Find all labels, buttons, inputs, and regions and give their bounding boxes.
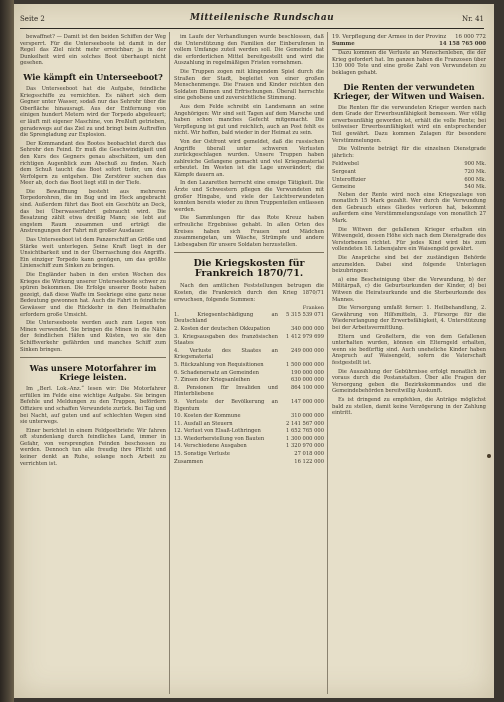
article-text: Es ist dringend zu empfehlen, die Anträge möglichst bald zu stellen, damit keine Verzögerung in der Zahlung eintritt. — [332, 396, 486, 417]
book-spine — [0, 0, 14, 702]
table-row — [174, 334, 324, 347]
row-value: 310 000 000 — [290, 413, 324, 420]
row-label: 11. Ausfall an Steuern — [174, 420, 233, 427]
article-heading: Wie kämpft ein Unterseeboot? — [23, 71, 163, 82]
column-rule — [327, 32, 328, 694]
table-row — [174, 436, 324, 443]
row-label: 5. Rückzahlung von Requisitionen — [174, 361, 264, 368]
cost-total-row: Summe 14 158 765 000 — [332, 41, 486, 51]
article-text: In den Lazaretten herrscht eine emsige Tätigkeit. Die Ärzte und Schwestern pflegen die Verwundeten mit großer Hingabe, und viele der Leichtverwundeten konnten bereits wieder zu ihren Truppenteilen entlassen werden. — [174, 180, 324, 213]
row-value: 630 000 000 — [290, 377, 324, 384]
row-label: 4. Verluste des Staates an Kriegsmaterial — [174, 347, 278, 361]
article-heading: Die Kriegskosten für Frankreich 1870/71. — [193, 258, 305, 280]
row-value: 16 122 000 — [294, 458, 324, 465]
row-value: 1 500 000 000 — [286, 361, 324, 368]
page-header — [20, 12, 484, 29]
row-value: 1 300 000 000 — [286, 435, 324, 442]
column-rule — [169, 32, 170, 694]
row-label: Gemeine — [332, 184, 356, 191]
row-label: Zusammen — [174, 458, 203, 465]
table-row — [174, 385, 324, 398]
article-text: Von der Ostfront wird gemeldet, daß die russischen Angriffe überall unter schweren Verlusten zurückgeschlagen wurden. Unsere Truppen haben zahlreiche Gefangene gemacht und viel Kriegsmaterial erbeutet. Im Westen ist die Lage unverändert; die Kämpfe dauern an. — [174, 138, 324, 178]
article-text: Die Engländer haben in den ersten Wochen des Krieges die Wirkung unserer Unterseeboote schwer zu spüren bekommen. Die Erfolge unserer Boote haben gezeigt, daß diese Waffe im Seekriege eine ganz neue Bedeutung gewonnen hat. Auch die Fahrt in feindliche Gewässer und die Rückkehr in den Heimathafen erfordern große Umsicht. — [20, 272, 166, 318]
article-text: a) eine Bescheinigung über die Verwundung, b) der Militärpaß, c) die Geburtsurkunden der Kinder, d) bei Witwen die Heiratsurkunde und die Sterbeurkunde des Mannes. — [332, 276, 486, 303]
column-middle — [174, 34, 324, 694]
article-text: Die Unterseeboote werden auch zum Legen von Minen verwendet. Sie bringen die Minen in die Nähe der feindlichen Häfen und Küsten, wo sie den Schiffsverkehr gefährden und manches Schiff zum Sinken bringen. — [20, 320, 166, 353]
table-row — [174, 362, 324, 369]
row-value: 340 000 000 — [290, 325, 324, 332]
article-text: Die Auszahlung der Gebührnisse erfolgt monatlich im voraus durch die Postanstalten. Über alle Fragen der Versorgung geben die Bezirkskommandos und die Gemeindebehörden bereitwillig Auskunft. — [332, 368, 486, 395]
article-heading: Die Renten der verwundeten Krieger, der Witwen und Waisen. — [333, 81, 485, 101]
article-text: Das Unterseeboot ist dem Panzerschiff an Größe und Stärke weit unterlegen. Seine Kraft liegt in der Unsichtbarkeit und in der Überraschung des Angriffs. Ein einziger Torpedo kann genügen, um das größte Linienschiff zum Sinken zu bringen. — [20, 237, 166, 270]
row-value: 27 018 000 — [294, 451, 324, 458]
table-row — [174, 443, 324, 450]
article-text: Aus dem Felde schreibt ein Landsmann an seine Angehörigen: Wir sind seit Tagen auf dem Marsche und haben schon manches Gefecht mitgemacht. Die Verpflegung ist gut und reichlich, auch an Post fehlt es nicht. Wir hoffen, bald wieder in der Heimat zu sein. — [174, 103, 324, 137]
article-text: Die Sammlungen für das Rote Kreuz haben erfreuliche Ergebnisse gehabt. In allen Orten des Kreises haben sich Frauen und Mädchen zusammengetan, um Wäsche, Strümpfe und andere Liebesgaben für unsere Soldaten herzustellen. — [174, 215, 324, 248]
row-value: 1 652 765 000 — [286, 428, 324, 435]
table-row — [174, 451, 324, 458]
table-row — [174, 326, 324, 333]
article-text: Die Bewaffnung besteht aus mehreren Torpedorohren, die im Bug und im Heck angebracht sind. Außerdem führt das Boot ein Geschütz an Deck, das bei Überwasserfahrt gebraucht wird. Die Besatzung zählt etwa dreißig Mann; sie lebt auf engstem Raum zusammen und erträgt die Anstrengungen der Fahrt mit großer Ausdauer. — [20, 188, 166, 235]
article-text: Der Kommandant des Bootes beobachtet durch das Sehrohr den Feind. Er muß die Geschwindigkeit und den Kurs des Gegners genau abschätzen, um den richtigen Augenblick zum Abschuß zu finden. Nach dem Schuß taucht das Boot sofort tiefer, um den Verfolgern zu entgehen. Die Zerstörer suchen das Meer ab, doch das Boot liegt still in der Tiefe. — [20, 140, 166, 187]
article-text: Das Unterseeboot hat die Aufgabe, feindliche Kriegsschiffe zu vernichten. Es nähert sich dem Gegner unter Wasser, sodaß nur das Sehrohr über die Oberfläche hinausragt. Aus der Entfernung von einigen hundert Metern wird der Torpedo abgefeuert; er läuft mit eigener Maschine, von Preßluft getrieben, geradewegs auf das Ziel zu und bringt beim Auftreffen die Sprengladung zur Explosion. — [20, 85, 166, 139]
table-row — [332, 161, 486, 168]
page-number: Seite 2 — [20, 15, 45, 23]
column-right — [332, 34, 486, 694]
row-label: Sergeant — [332, 168, 357, 175]
table-row — [332, 169, 486, 176]
article-heading: Was unsere Motorfahrer im Kriege leisten. — [29, 363, 157, 383]
article-text: Im „Berl. Lok.-Anz.“ lesen wir: Die Motorfahrer erfüllen im Felde eine wichtige Aufgabe. Sie bringen Befehle und Meldungen zu den Truppen, befördern Offiziere und schaffen Verwundete zurück. Bei Tag und bei Nacht, auf guten und auf schlechten Wegen sind sie unterwegs. — [20, 386, 166, 426]
table-row — [174, 428, 324, 435]
article-text: Eltern und Großeltern, die von dem Gefallenen unterhalten wurden, können ein Elterngeld erhalten, wenn sie bedürftig sind. Auch uneheliche Kinder haben Anspruch auf Waisengeld, sofern die Vaterschaft festgestellt ist. — [332, 333, 486, 366]
rent-table — [332, 161, 486, 190]
row-value: 147 000 000 — [290, 398, 324, 405]
unit-label: Franken — [302, 305, 324, 312]
article-text: Die Renten für die verwundeten Krieger werden nach dem Grade der Erwerbsunfähigkeit bemessen. Wer völlig erwerbsunfähig geworden ist, erhält die volle Rente; bei teilweiser Erwerbsunfähigkeit wird ein entsprechender Teil gewährt. Dazu kommen Zulagen für besondere Verstümmelungen. — [332, 104, 486, 144]
row-value: 540 Mk. — [464, 184, 486, 191]
article-text: im Laufe der Verhandlungen wurde beschlossen, daß die Unterstützung den Familien der Einberufenen in vollem Umfange zuteil werden soll. Die Gemeinde hat die erforderlichen Mittel bereitgestellt und wird die Auszahlung in regelmäßigen Fristen vornehmen. — [174, 34, 324, 67]
row-value: 900 Mk. — [464, 161, 486, 168]
article-text: Die Ansprüche sind bei der zuständigen Behörde anzumelden. Dabei sind folgende Unterlagen beizubringen: — [332, 255, 486, 275]
row-value: 720 Mk. — [464, 168, 486, 175]
divider — [174, 252, 324, 253]
table-row — [174, 377, 324, 384]
row-label: Feldwebel — [332, 161, 359, 168]
row-label: 3. Kriegsausgaben des französischen Staates — [174, 333, 278, 347]
article-text: Die Versorgung umfaßt ferner: 1. Heilbehandlung, 2. Gewährung von Hilfsmitteln, 3. Fürsorge für die Wiedererlangung der Erwerbsfähigkeit, 4. Unterstützung bei der Arbeitsvermittlung. — [332, 305, 486, 331]
table-row — [174, 312, 324, 325]
cost-table — [174, 312, 324, 465]
row-label: 10. Kosten der Kommune — [174, 413, 241, 420]
column-left — [20, 34, 166, 694]
row-label: 8. Pensionen für Invaliden und Hinterbliebene — [174, 384, 278, 398]
row-value: 600 Mk. — [464, 176, 486, 183]
table-row — [174, 421, 324, 428]
article-text: Die Truppen zogen mit klingendem Spiel durch die Straßen der Stadt, begleitet von einer großen Menschenmenge. Die Frauen und Kinder reichten den Soldaten Blumen und Erfrischungen. Überall herrschte eine gehobene und zuversichtliche Stimmung. — [174, 68, 324, 102]
cost-continuation-row: 19. Verpflegung der Armee in der Provinz 16 000 772 — [332, 34, 486, 40]
table-row — [332, 184, 486, 191]
issue-number: Nr. 41 — [461, 15, 484, 23]
row-label: Unteroffizier — [332, 176, 366, 183]
row-label: 1. Kriegsentschädigung an Deutschland — [174, 311, 278, 325]
table-row — [174, 399, 324, 412]
article-text: Dazu kommen die Verluste an Menschenleben, die der Krieg gefordert hat. Im ganzen haben die Franzosen über 130 000 Tote und eine große Zahl von Verwundeten zu beklagen gehabt. — [332, 50, 486, 76]
table-row — [174, 459, 324, 466]
row-label: 15. Sonstige Verluste — [174, 451, 230, 458]
row-label: 6. Schadenersatz an Gemeinden — [174, 369, 260, 376]
row-value: 190 000 000 — [290, 369, 324, 376]
row-label: 13. Wiederherstellung von Bauten — [174, 435, 265, 442]
row-value: 864 100 000 — [290, 384, 324, 391]
row-label: 9. Verluste der Bevölkerung an Eigentum — [174, 398, 278, 412]
table-row — [174, 370, 324, 377]
article-text: Die Witwen der gefallenen Krieger erhalten ein Witwengeld, dessen Höhe sich nach dem Dienstgrade des Verstorbenen richtet. Für jedes Kind wird bis zum vollendeten 18. Lebensjahre ein Waisengeld gewährt. — [332, 226, 486, 253]
article-text: Einer berichtet in einem Feldpostbriefe: Wir fahren oft stundenlang durch feindliches Land, immer in Gefahr, von versprengten Feinden beschossen zu werden. Dennoch tun alle freudig ihre Pflicht und keiner denkt an Ruhe, solange noch Arbeit zu verrichten ist. — [20, 427, 166, 467]
row-value: 1 320 970 000 — [286, 443, 324, 450]
row-label: 12. Verlust von Elsaß-Lothringen — [174, 428, 261, 435]
table-row — [332, 177, 486, 184]
divider — [20, 357, 166, 358]
ink-dot — [487, 454, 491, 458]
masthead-title: Mitteilenische Rundschau — [190, 13, 335, 23]
article-text: Nach den amtlichen Feststellungen betrugen die Kosten, die Frankreich durch den Krieg 1870/71 erwuchsen, folgende Summen: — [174, 283, 324, 303]
table-row — [174, 413, 324, 420]
row-value: 5 315 539 071 — [286, 311, 324, 318]
article-text: bewaffnet? — Damit ist den beiden Schiffen der Weg versperrt. Für die Unterseeboote ist damit in der Regel das Ziel nicht mehr erreichbar; ja in der Dunkelheit wird ein solches Boot überhaupt nicht gesehen. — [20, 34, 166, 67]
table-row — [174, 348, 324, 361]
row-value: 249 000 000 — [290, 347, 324, 354]
newspaper-page — [14, 4, 494, 698]
row-value: 1 412 979 699 — [286, 333, 324, 340]
article-text: Neben der Rente wird noch eine Kriegszulage von monatlich 15 Mark gezahlt. Wer durch die Verwundung den Gebrauch eines Gliedes verloren hat, bekommt außerdem eine Verstümmelungszulage von monatlich 27 Mark. — [332, 191, 486, 225]
row-label: 7. Zinsen der Kriegsanleihen — [174, 377, 251, 384]
row-value: 2 141 567 000 — [286, 420, 324, 427]
article-text: Die Vollrente beträgt für die einzelnen Dienstgrade jährlich: — [332, 146, 486, 159]
row-label: 2. Kosten der deutschen Okkupation — [174, 325, 271, 332]
row-label: 14. Verschiedene Ausgaben — [174, 443, 247, 450]
